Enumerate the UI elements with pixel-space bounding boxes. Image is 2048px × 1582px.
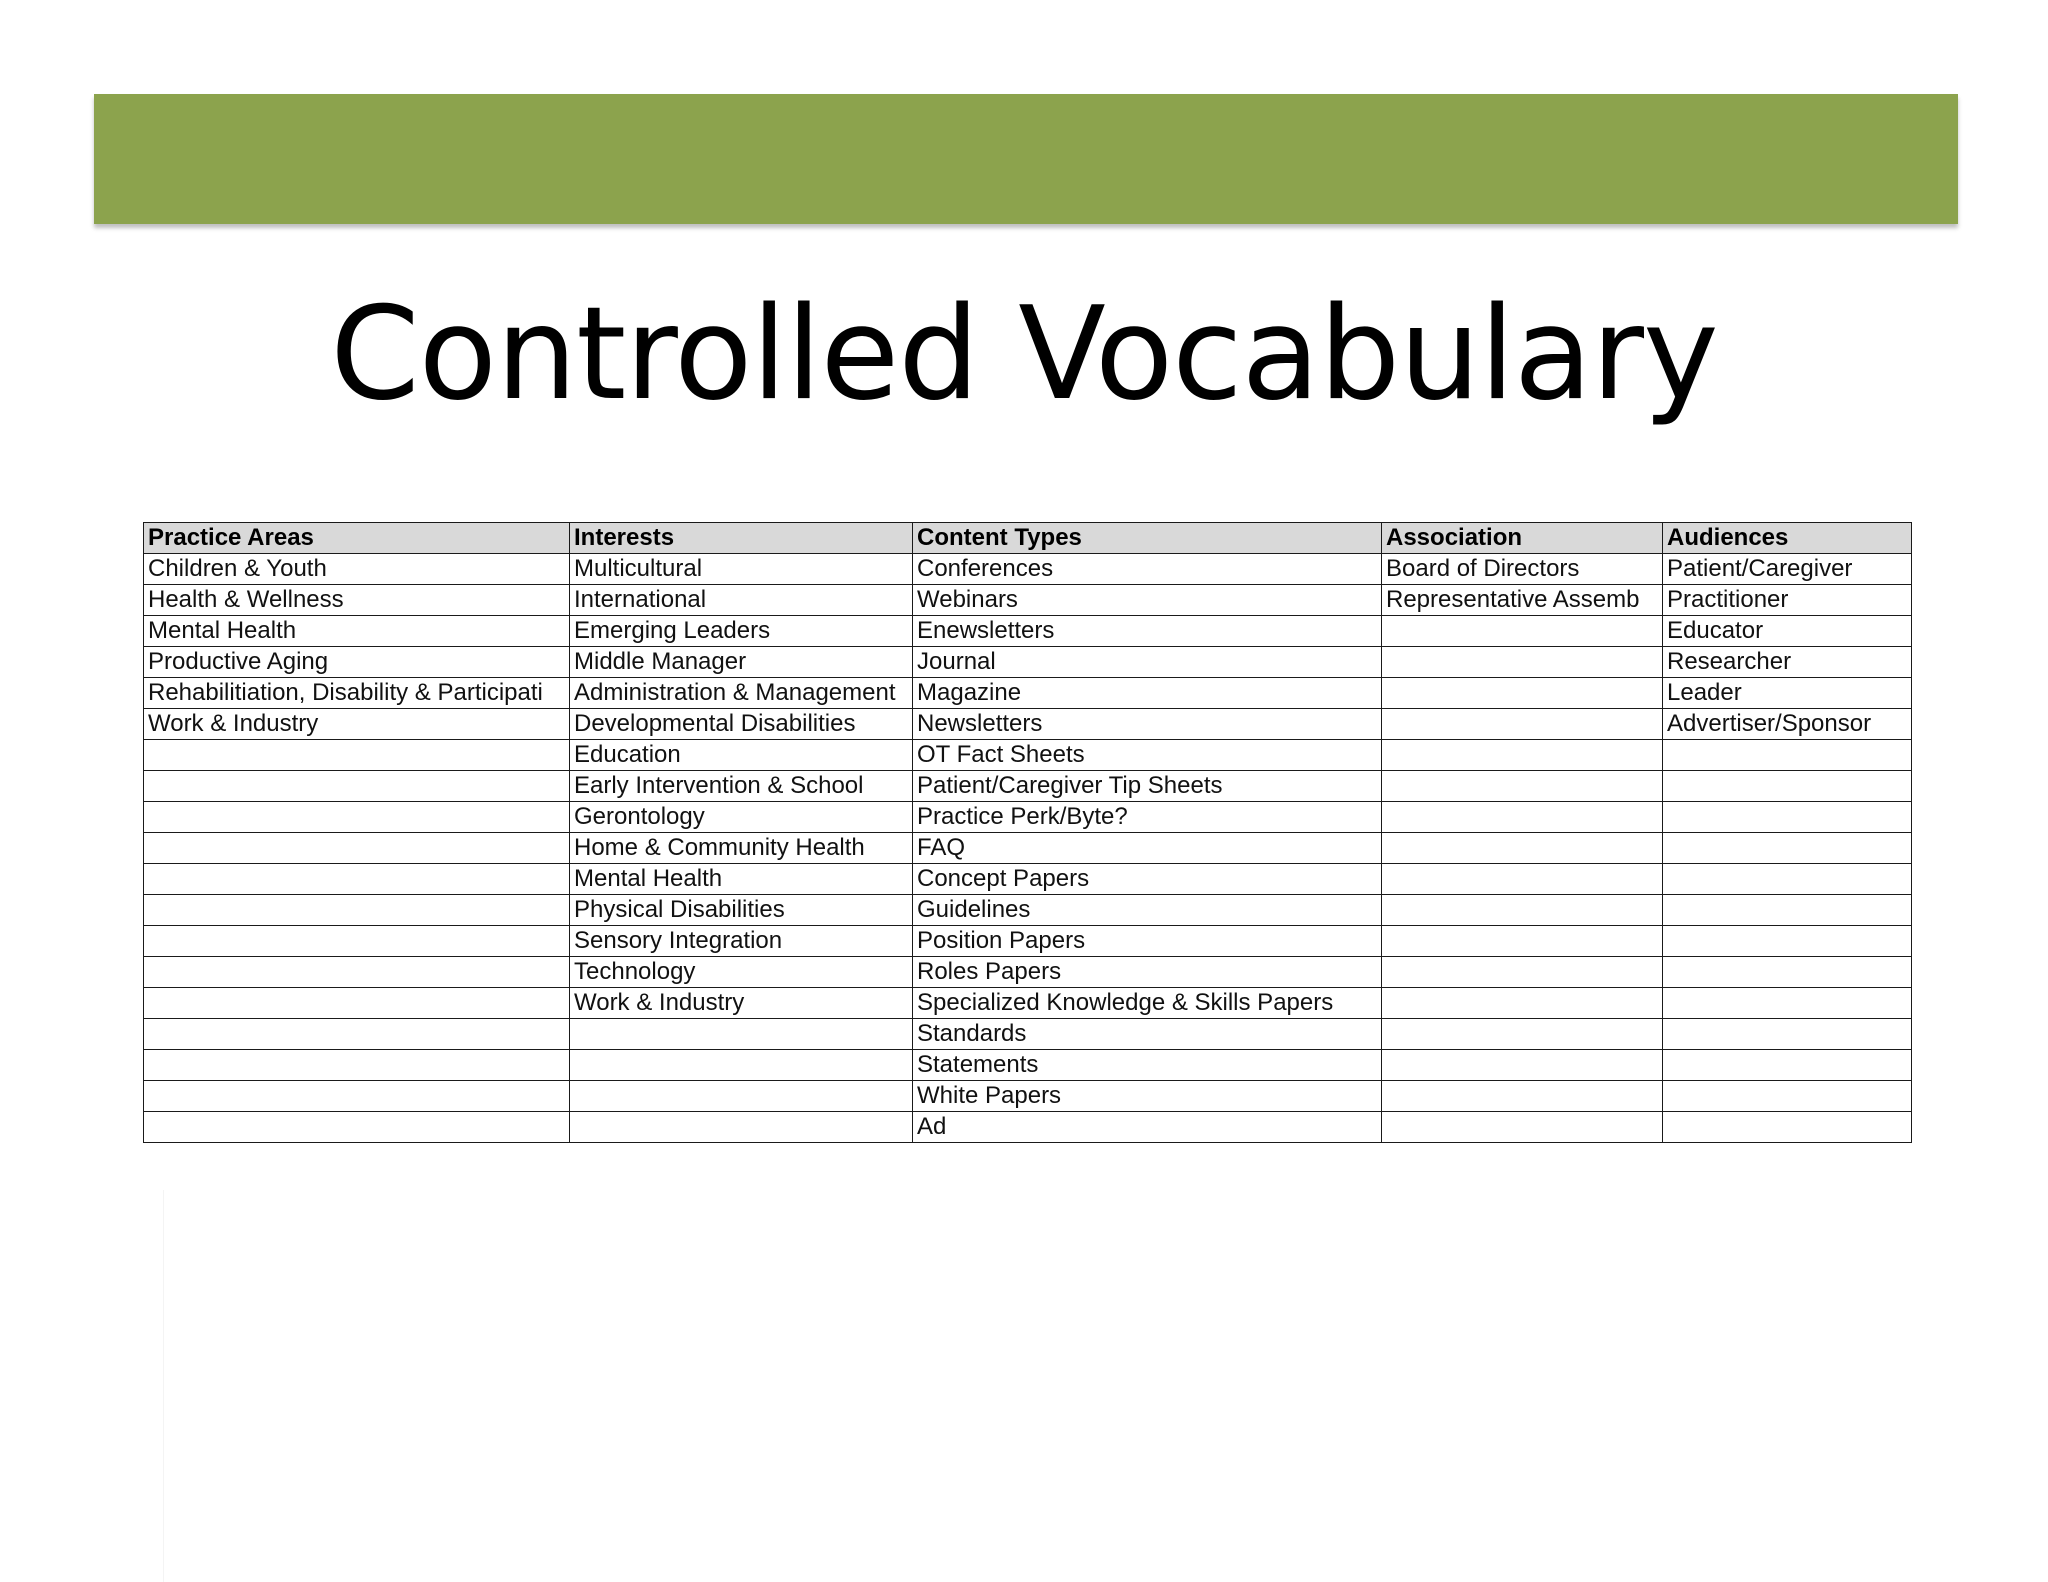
cell-interest: Sensory Integration [570,926,913,957]
cell-association [1382,895,1663,926]
faint-divider [163,1190,164,1582]
cell-interest: Mental Health [570,864,913,895]
cell-audience [1663,1081,1912,1112]
cell-interest: International [570,585,913,616]
cell-audience: Patient/Caregiver [1663,554,1912,585]
cell-content-type: Guidelines [913,895,1382,926]
table-row [144,864,1912,895]
table-row [144,1112,1912,1143]
cell-association [1382,647,1663,678]
cell-audience [1663,833,1912,864]
table-row [144,709,1912,740]
cell-interest: Administration & Management [570,678,913,709]
cell-association [1382,709,1663,740]
cell-audience [1663,988,1912,1019]
table-row [144,988,1912,1019]
column-header-practice-areas: Practice Areas [144,523,570,554]
cell-practice-area [144,1112,570,1143]
table-row [144,957,1912,988]
cell-association [1382,771,1663,802]
table-row [144,554,1912,585]
cell-content-type: Magazine [913,678,1382,709]
column-header-content-types: Content Types [913,523,1382,554]
cell-practice-area: Mental Health [144,616,570,647]
cell-audience: Researcher [1663,647,1912,678]
cell-content-type: Enewsletters [913,616,1382,647]
cell-practice-area [144,864,570,895]
cell-audience: Advertiser/Sponsor [1663,709,1912,740]
cell-interest: Technology [570,957,913,988]
cell-audience [1663,740,1912,771]
cell-content-type: FAQ [913,833,1382,864]
title-banner [94,94,1958,224]
table-row [144,771,1912,802]
table-row [144,833,1912,864]
table-header-row [144,523,1912,554]
cell-practice-area [144,926,570,957]
cell-interest [570,1050,913,1081]
table-row [144,678,1912,709]
cell-association [1382,926,1663,957]
cell-association [1382,1081,1663,1112]
cell-practice-area [144,1081,570,1112]
vocabulary-table [143,522,1912,1143]
column-header-association: Association [1382,523,1663,554]
cell-practice-area [144,957,570,988]
cell-content-type: Newsletters [913,709,1382,740]
cell-interest: Middle Manager [570,647,913,678]
cell-content-type: Concept Papers [913,864,1382,895]
cell-practice-area [144,771,570,802]
table-row [144,585,1912,616]
cell-practice-area [144,833,570,864]
cell-practice-area [144,740,570,771]
cell-association [1382,1112,1663,1143]
cell-interest: Emerging Leaders [570,616,913,647]
cell-practice-area [144,802,570,833]
cell-audience [1663,926,1912,957]
cell-association [1382,678,1663,709]
cell-practice-area: Children & Youth [144,554,570,585]
cell-audience: Practitioner [1663,585,1912,616]
cell-audience [1663,895,1912,926]
cell-content-type: Webinars [913,585,1382,616]
cell-content-type: Roles Papers [913,957,1382,988]
table-row [144,895,1912,926]
cell-association [1382,833,1663,864]
table-row [144,1050,1912,1081]
cell-association [1382,616,1663,647]
cell-content-type: Patient/Caregiver Tip Sheets [913,771,1382,802]
cell-association [1382,1050,1663,1081]
cell-content-type: Statements [913,1050,1382,1081]
cell-interest: Home & Community Health [570,833,913,864]
cell-audience [1663,864,1912,895]
cell-practice-area: Work & Industry [144,709,570,740]
column-header-audiences: Audiences [1663,523,1912,554]
cell-content-type: Standards [913,1019,1382,1050]
cell-audience [1663,1050,1912,1081]
cell-association: Representative Assemb [1382,585,1663,616]
cell-association [1382,864,1663,895]
cell-association [1382,988,1663,1019]
cell-content-type: Specialized Knowledge & Skills Papers [913,988,1382,1019]
cell-audience: Leader [1663,678,1912,709]
cell-practice-area [144,988,570,1019]
table-row [144,1081,1912,1112]
cell-interest: Work & Industry [570,988,913,1019]
cell-content-type: Position Papers [913,926,1382,957]
cell-audience: Educator [1663,616,1912,647]
cell-interest: Education [570,740,913,771]
cell-practice-area [144,895,570,926]
cell-interest: Physical Disabilities [570,895,913,926]
cell-association [1382,1019,1663,1050]
cell-association: Board of Directors [1382,554,1663,585]
cell-interest: Early Intervention & School [570,771,913,802]
cell-interest [570,1112,913,1143]
table-row [144,647,1912,678]
cell-practice-area: Health & Wellness [144,585,570,616]
cell-practice-area: Rehabilitiation, Disability & Participati [144,678,570,709]
cell-practice-area [144,1050,570,1081]
cell-interest [570,1019,913,1050]
cell-association [1382,802,1663,833]
cell-audience [1663,957,1912,988]
cell-audience [1663,1112,1912,1143]
cell-interest: Multicultural [570,554,913,585]
cell-content-type: OT Fact Sheets [913,740,1382,771]
cell-content-type: Journal [913,647,1382,678]
cell-audience [1663,1019,1912,1050]
cell-practice-area: Productive Aging [144,647,570,678]
cell-audience [1663,771,1912,802]
cell-content-type: Conferences [913,554,1382,585]
cell-association [1382,957,1663,988]
cell-content-type: White Papers [913,1081,1382,1112]
cell-association [1382,740,1663,771]
table-row [144,616,1912,647]
cell-interest [570,1081,913,1112]
cell-practice-area [144,1019,570,1050]
table-row [144,740,1912,771]
cell-interest: Gerontology [570,802,913,833]
table-row [144,1019,1912,1050]
table-body [144,554,1912,1143]
cell-audience [1663,802,1912,833]
cell-interest: Developmental Disabilities [570,709,913,740]
cell-content-type: Ad [913,1112,1382,1143]
table-row [144,926,1912,957]
table-row [144,802,1912,833]
column-header-interests: Interests [570,523,913,554]
cell-content-type: Practice Perk/Byte? [913,802,1382,833]
slide-title: Controlled Vocabulary [330,280,1718,429]
